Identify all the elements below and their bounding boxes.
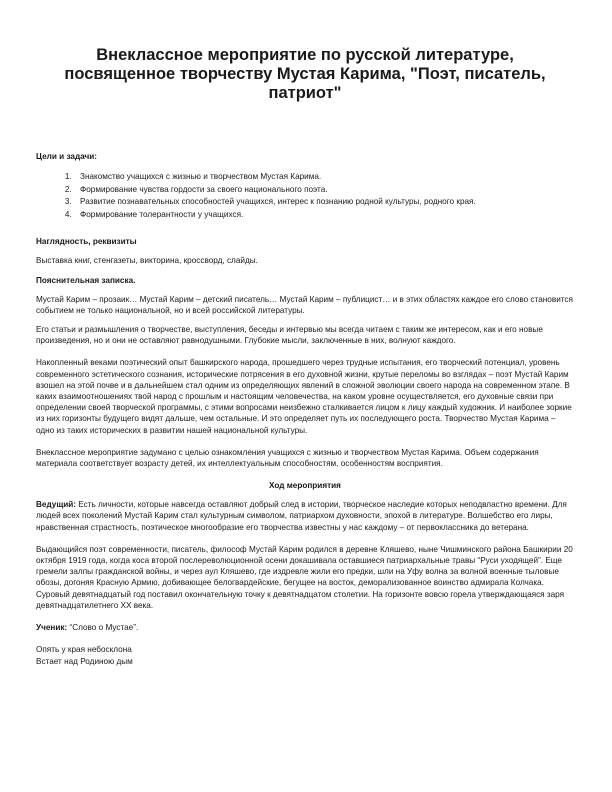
event-heading: Ход мероприятия: [269, 481, 341, 491]
note-paragraph: Накопленный веками поэтический опыт башкирского народа, прошедшего через трудные испытания, его творческий потенциал, уровень современного эстетического сознания, исторические потрясения в его духовной жизни, крутые переломы во взглядах – поэт Мустай Карим взошел на этой почве и в дальнейшем стал одним из определяющих явлений в сложной эволюции своего народа на современном этапе. В каких взаимоотношениях твой народ с прошлым и настоящим человечества, на каком уровне осуществляется, его духовные связи при определении своей творческой программы, с этими вопросами неизбежно сталкивается лицом к лицу каждый художник. И наиболее зоркие из них горизонты будущего видят дальше, чем остальные. И это определяет путь их последующего роста. Творчество Мустая Карима – одно из таких исторических в развитии нашей национальной культуры.: [36, 358, 572, 435]
goal-item: 1. Знакомство учащихся с жизнью и творчеством Мустая Карима.: [74, 171, 574, 184]
goals-heading: Цели и задачи:: [36, 152, 98, 161]
note-paragraph: Мустай Карим – прозаик… Мустай Карим – детский писатель… Мустай Карим – публицист… и в этих областях каждое его слово становится событием не только национальной, но и всей российской литературы.: [36, 294, 573, 315]
host-text: Есть личности, которые навсегда оставляют добрый след в истории, творческое наследие которых неподвластно времени. Для людей всех поколений Мустай Карим стал культурным символом, патриархом духовности, эпохой в литературе. Волшебство его лиры, нравственная страстность, поэтическое многообразие его творчества известны у нас каждому – от первоклассника до ветерана.: [36, 500, 567, 532]
goals-list: [36, 171, 574, 221]
host-paragraph: [36, 499, 574, 533]
verse-line: Встает над Родиною дым: [36, 656, 133, 666]
note-heading: Пояснительная записка.: [36, 275, 136, 285]
note-paragraph: Его статьи и размышления о творчестве, выступления, беседы и интервью мы всегда читаем с таким же интересом, как и его новые произведения, но и они не оставляют равнодушными. Глубокие мысли, заключенные в них, волнуют каждого.: [36, 324, 543, 346]
host-label: Ведущий:: [36, 500, 77, 510]
goal-item: 4. Формирование толерантности у учащихся.: [74, 209, 574, 222]
student-label: Ученик:: [36, 623, 68, 633]
visuals-text: Выставка книг, стенгазеты, викторина, кроссворд, слайды.: [36, 256, 258, 266]
visuals-heading: Наглядность, реквизиты: [36, 237, 137, 247]
student-text: “Слово о Мустае”.: [67, 623, 139, 633]
goal-item: 3. Развитие познавательных способностей учащихся, интерес к познанию родной культуры, родного края.: [74, 196, 574, 209]
goal-item: 2. Формирование чувства гордости за своего национального поэта.: [74, 184, 574, 197]
document-title: Внеклассное мероприятие по русской литературе, посвященное творчеству Мустая Карима, "Поэт, писатель, патриот": [64, 46, 546, 102]
bio-paragraph: Выдающийся поэт современности, писатель, философ Мустай Карим родился в деревне Кляшево, ныне Чишминского района Башкирии 20 октября 1919 года, когда коса второй послереволюционной осени докашивала оставшиеся патриархальные травы “Руси уходящей”. Еще гремели залпы гражданской войны, и через аул Кляшево, где издревле жили его предки, шли на Уфу волна за волной военные тыловые обозы, догоняя Красную Армию, добивающее белогвардейские, бегущее на восток, деморализованное воинство адмирала Колчака. Суровый девятнадцатый год поставил окончательную точку к девятнадцатом столетии. На горизонте вовсю горела утверждающаяся заря девятнадцатилетнего ХХ века.: [36, 544, 573, 610]
note-paragraph: Внеклассное мероприятие задумано с целью ознакомления учащихся с жизнью и творчеством Мустая Карима. Объем содержания материала соответствует возрасту детей, их интеллектуальным способностям, особенностям восприятия.: [36, 447, 539, 469]
student-paragraph: [36, 622, 574, 633]
verse-block: [36, 644, 574, 667]
verse-line: Опять у края небосклона: [36, 645, 132, 655]
